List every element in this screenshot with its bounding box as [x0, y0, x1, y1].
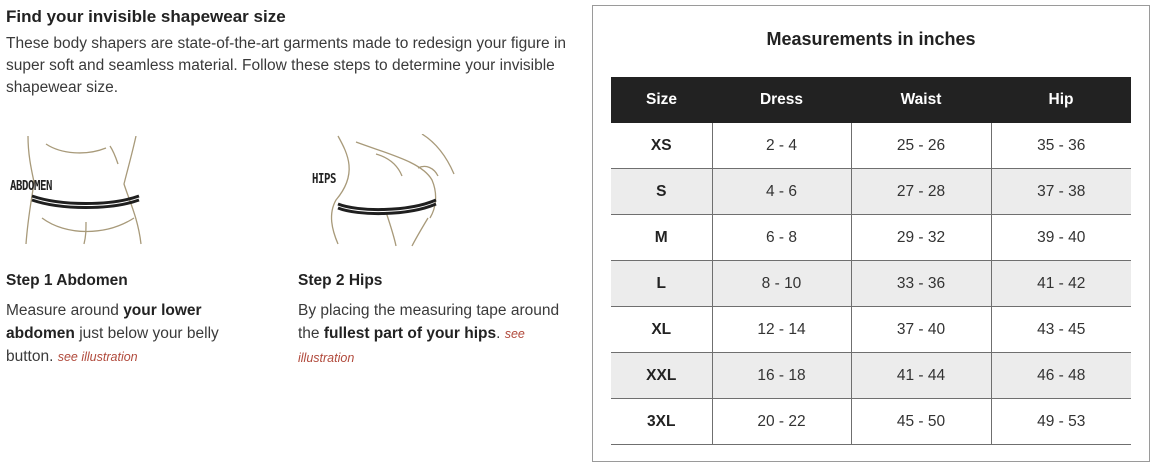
- step-1-text: [6, 299, 266, 369]
- guide-title: Find your invisible shapewear size: [6, 7, 286, 26]
- table-row: [611, 353, 1131, 399]
- step-2-text-start: By placing the measuring tape around the: [298, 302, 560, 342]
- hips-illustration-label: HIPS: [312, 172, 337, 187]
- waist-cell: 37 - 40: [851, 307, 991, 353]
- step-1-text-emphasis: your lower abdomen: [6, 302, 202, 342]
- hip-cell: 39 - 40: [991, 215, 1131, 261]
- size-chart-panel: [592, 5, 1150, 462]
- table-row: [611, 307, 1131, 353]
- size-chart-table: [611, 77, 1131, 445]
- hip-cell: 37 - 38: [991, 169, 1131, 215]
- size-chart-title: Measurements in inches: [766, 29, 976, 49]
- table-row: [611, 169, 1131, 215]
- column-header-hip: Hip: [991, 77, 1131, 123]
- guide-intro: These body shapers are state-of-the-art garments made to redesign your figure in super soft and seamless material. Follow these steps to determine your invisible shapewear size.: [6, 35, 567, 96]
- step-2-text-end: .: [496, 325, 501, 342]
- size-cell: XS: [611, 123, 712, 169]
- waist-cell: 45 - 50: [851, 399, 991, 445]
- column-header-dress: Dress: [712, 77, 851, 123]
- size-cell: L: [611, 261, 712, 307]
- hip-cell: 43 - 45: [991, 307, 1131, 353]
- waist-cell: 27 - 28: [851, 169, 991, 215]
- hip-cell: 35 - 36: [991, 123, 1131, 169]
- dress-cell: 16 - 18: [712, 353, 851, 399]
- dress-cell: 6 - 8: [712, 215, 851, 261]
- abdomen-illustration: [6, 136, 156, 248]
- size-cell: M: [611, 215, 712, 261]
- dress-cell: 4 - 6: [712, 169, 851, 215]
- table-row: [611, 123, 1131, 169]
- column-header-waist: Waist: [851, 77, 991, 123]
- hips-illustration: [298, 134, 458, 248]
- waist-cell: 29 - 32: [851, 215, 991, 261]
- column-header-size: Size: [611, 77, 712, 123]
- waist-cell: 33 - 36: [851, 261, 991, 307]
- size-cell: S: [611, 169, 712, 215]
- waist-cell: 25 - 26: [851, 123, 991, 169]
- size-cell: XL: [611, 307, 712, 353]
- hip-cell: 46 - 48: [991, 353, 1131, 399]
- waist-cell: 41 - 44: [851, 353, 991, 399]
- step-1-see-illustration-link[interactable]: see illustration: [57, 350, 138, 364]
- table-row: [611, 261, 1131, 307]
- table-row: [611, 215, 1131, 261]
- step-2-text: [298, 299, 563, 370]
- step-1-text-end: just below your belly button.: [6, 325, 219, 365]
- size-cell: XXL: [611, 353, 712, 399]
- step-2-title: Step 2 Hips: [298, 272, 383, 289]
- dress-cell: 2 - 4: [712, 123, 851, 169]
- size-chart-header-row: [611, 77, 1131, 123]
- step-1-text-start: Measure around: [6, 302, 124, 319]
- size-cell: 3XL: [611, 399, 712, 445]
- step-2-text-emphasis: fullest part of your hips: [323, 325, 497, 342]
- dress-cell: 8 - 10: [712, 261, 851, 307]
- hip-cell: 49 - 53: [991, 399, 1131, 445]
- step-1-title: Step 1 Abdomen: [6, 272, 128, 289]
- table-row: [611, 399, 1131, 445]
- dress-cell: 20 - 22: [712, 399, 851, 445]
- dress-cell: 12 - 14: [712, 307, 851, 353]
- hip-cell: 41 - 42: [991, 261, 1131, 307]
- step-2-see-illustration-link[interactable]: see illustration: [298, 327, 525, 365]
- abdomen-illustration-label: ABDOMEN: [10, 179, 53, 194]
